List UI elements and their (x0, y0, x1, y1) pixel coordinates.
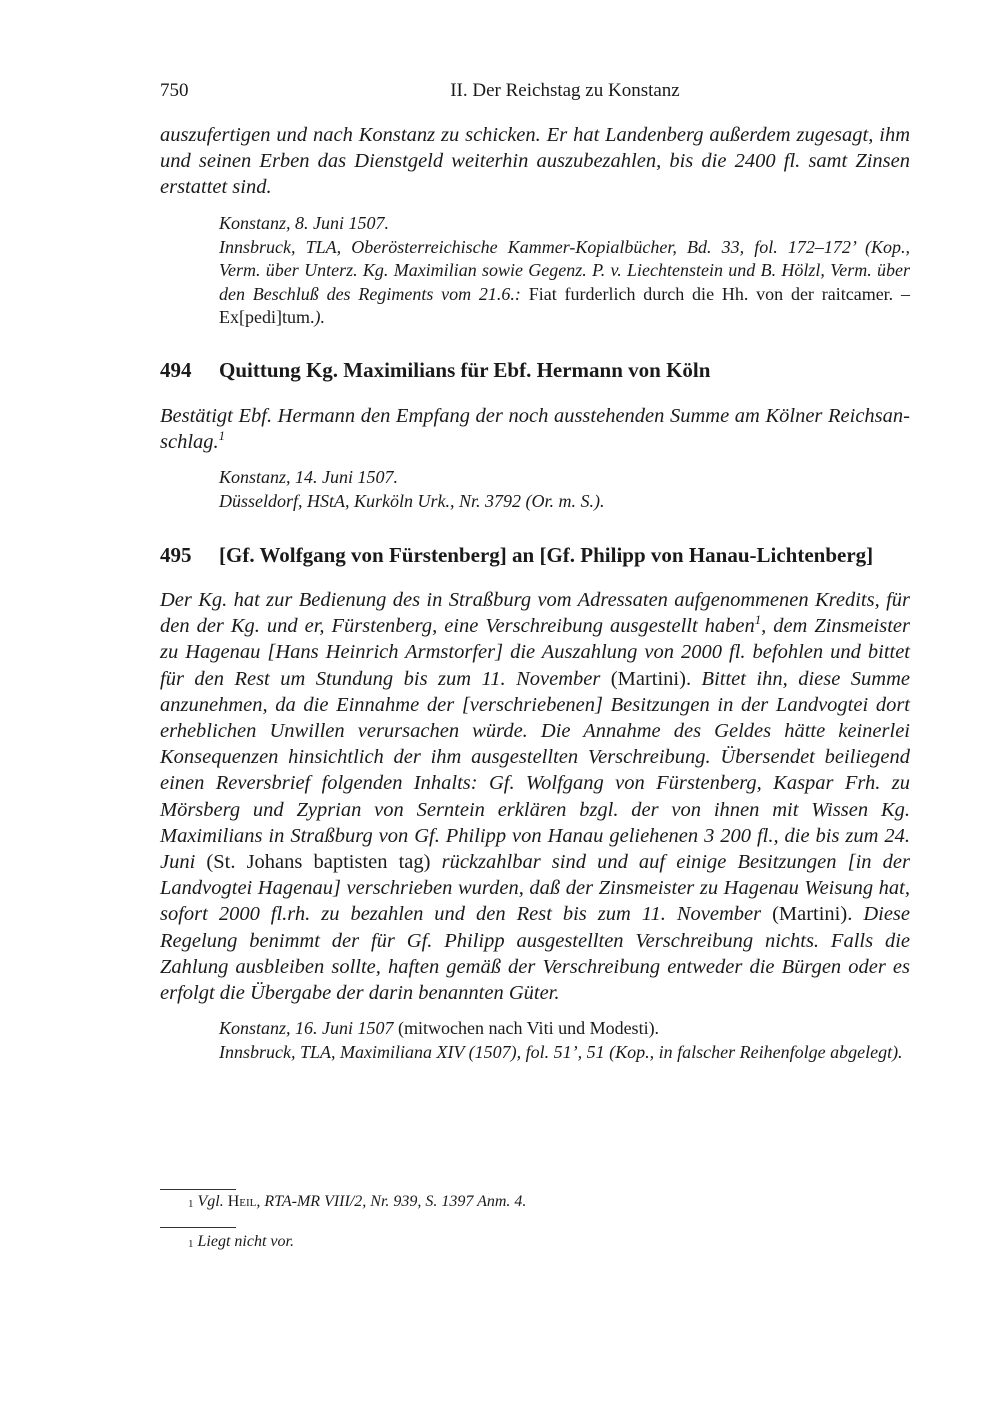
continuation-summary: auszufertigen und nach Konstanz zu schicken. Er hat Landenberg außerdem zugesagt, ihm und seinen Erben das Dienstgeld weiterhin auszubezahlen, bis die 2400 fl. samt Zinsen erstattet sind. (160, 124, 910, 199)
running-title: II. Der Reichstag zu Konstanz (450, 80, 680, 101)
footnote-divider (160, 1227, 236, 1228)
document-494-place-date: Konstanz, 14. Juni 1507. (219, 467, 399, 487)
page-header (160, 80, 910, 108)
summary-quote-1: (Martini). (600, 667, 702, 690)
footnote-494-1 (188, 1192, 526, 1212)
footnote-mark: 1 (188, 1238, 194, 1250)
document-494-summary-text: Bestätigt Ebf. Hermann den Empfang der noch ausstehenden Summe am Kölner Reichsan- schlag. (160, 405, 910, 454)
document-number: 494 (160, 358, 192, 382)
summary-part-1: Der Kg. hat zur Bedienung des in Straßburg vom Adressaten aufgenommenen Kredits, für den der Kg. und er, Fürstenberg, eine Verschreibung ausgestellt haben (160, 589, 910, 638)
document-495-source: Innsbruck, TLA, Maximiliana XIV (1507), fol. 51’, 51 (Kop., in falscher Reihenfolge abgelegt). (219, 1041, 903, 1062)
document-494-source: Düsseldorf, HStA, Kurköln Urk., Nr. 3792 (Or. m. S.). (219, 490, 605, 511)
place-date-quote: (mitwochen nach Viti und Modesti). (393, 1018, 660, 1038)
document-494-meta (219, 466, 910, 513)
document-495-place-date (219, 1017, 910, 1041)
footnote-reference: 1 (754, 613, 762, 628)
footnote-prefix: Vgl. (197, 1193, 228, 1210)
document-494-heading (160, 358, 910, 388)
summary-part-3: Bittet ihn, diese Summe anzunehmen, da die Einnahme der [verschriebenen] Besitzungen in der Landvogtei dort erheblichen Unwillen verursachen würde. Die Annahme des Geldes hätte keinerlei Konsequenzen hinsichtlich der ihm ausgestellten Verschreibung. Übersendet beiliegend einen Reversbrief folgenden Inhalts: Gf. Wolfgang von Fürstenberg, Kaspar Frh. zu Mörsberg und Zyprian von Serntein erklären bzgl. der von ihnen mit Wissen Kg. Maximilians in Straßburg von Gf. Philipp von Hanau geliehenen 3 200 fl., die bis zum 24. Juni (160, 667, 910, 874)
footnote-reference: 1 (218, 429, 226, 444)
continuation-place-date: Konstanz, 8. Juni 1507. (219, 213, 390, 233)
footnote-divider (160, 1189, 236, 1190)
summary-part-5: Diese Regelung benimmt der für Gf. Philipp ausgestellten Verschreibung nichts. Falls die Zahlung ausbleiben sollte, haften gemäß der Verschreibung entweder die Bürgen oder es erfolgt die Übergabe der darin benannten Güter. (160, 903, 910, 1005)
summary-quote-2: (St. Johans baptisten tag) (195, 851, 442, 874)
page-number: 750 (160, 80, 189, 101)
summary-part-2: , dem Zinsmeister zu Hagenau [Hans Heinrich Armstorfer] die Auszahlung von 2000 fl. befohlen und bittet für den Rest um Stundung bis zum 11. November (160, 615, 910, 690)
document-494-summary (160, 403, 910, 455)
continuation-source (219, 236, 910, 330)
summary-part-4: rückzahlbar sind und auf einige Besitzungen [in der Landvogtei Hagenau] verschrieben wurden, daß der Zinsmeister zu Hagenau Weisung hat, sofort 2000 fl.rh. zu bezahlen und den Rest bis zum 11. November (160, 851, 910, 926)
footnote-text: Liegt nicht vor. (197, 1233, 294, 1250)
continuation-source-text: Innsbruck, TLA, Oberösterreichische Kammer-Kopialbücher, Bd. 33, fol. 172–172’ (Kop., Verm. über Unterz. Kg. Maximilian sowie Gegenz. P. v. Liechtenstein und B. Hölzl, Verm. über den Beschluß des Regiments vom 21.6.: (219, 236, 910, 304)
footnote-495-1 (188, 1232, 294, 1252)
document-number: 495 (160, 543, 192, 567)
place-date-text: Konstanz, 16. Juni 1507 (219, 1018, 394, 1038)
continuation-source-end: ). (314, 307, 325, 328)
document-495-meta (219, 1017, 910, 1064)
summary-quote-3: (Martini). (761, 903, 864, 926)
continuation-meta (219, 212, 910, 330)
document-495-heading (160, 543, 910, 573)
document-title: [Gf. Wolfgang von Fürstenberg] an [Gf. Philipp von Hanau-Lichtenberg] (219, 543, 874, 567)
continuation-source-quote: Fiat furderlich durch die Hh. von der raitcamer. – Ex[pedi]tum. (219, 283, 910, 328)
footnote-text: , RTA-MR VIII/2, Nr. 939, S. 1397 Anm. 4. (256, 1193, 527, 1210)
footnote-author: Heil (227, 1193, 257, 1210)
document-495-summary (160, 587, 910, 1006)
footnote-mark: 1 (188, 1198, 194, 1210)
document-title: Quittung Kg. Maximilians für Ebf. Hermann von Köln (219, 358, 711, 382)
